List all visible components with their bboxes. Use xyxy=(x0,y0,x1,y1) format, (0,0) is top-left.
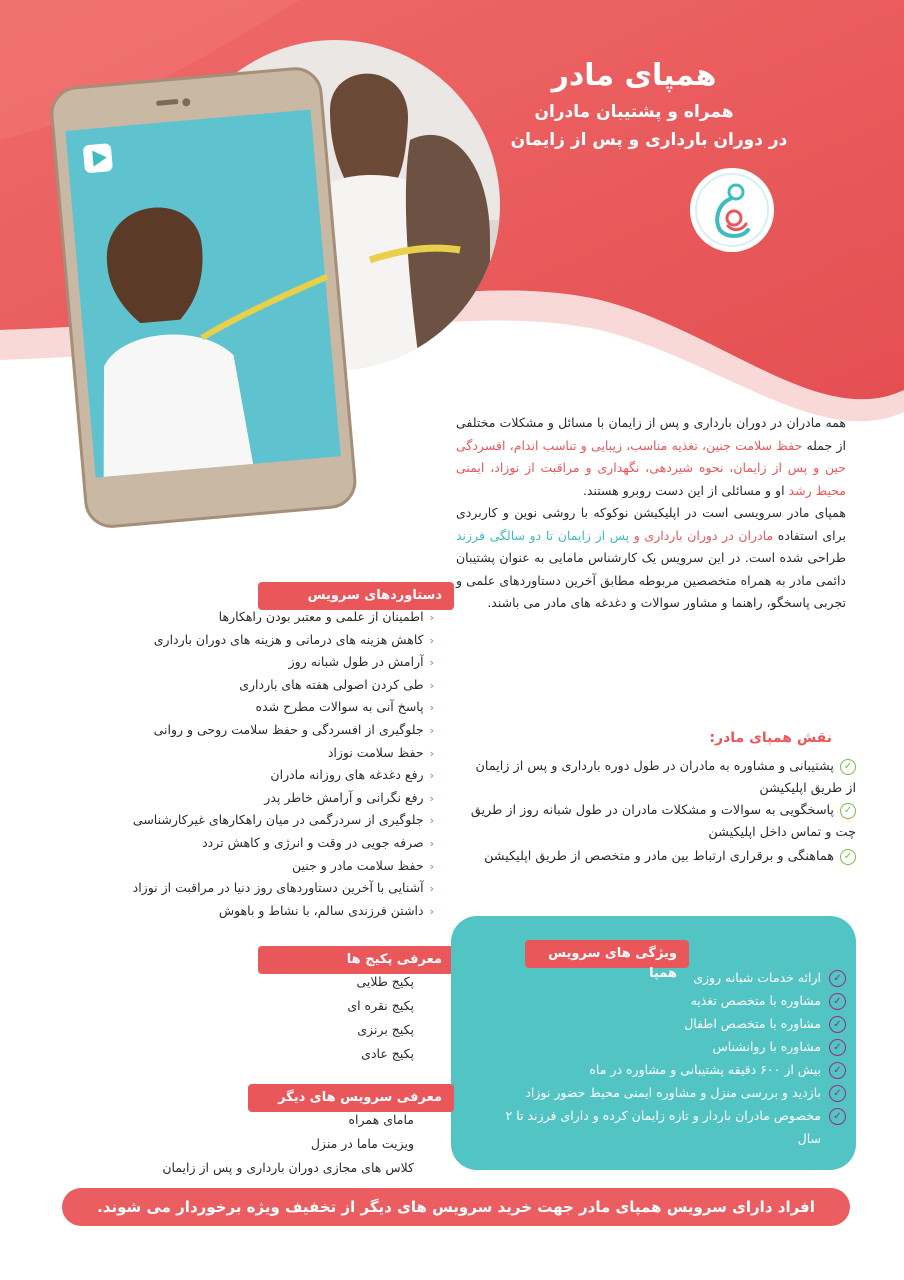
chevron-icon: ‹ xyxy=(429,723,434,737)
chevron-icon: ‹ xyxy=(429,882,434,896)
list-item: ‹داشتن فرزندی سالم، با نشاط و باهوش xyxy=(14,900,434,923)
achievements-heading: دستاوردهای سرویس xyxy=(258,582,454,610)
chevron-icon: ‹ xyxy=(429,701,434,715)
chevron-icon: ‹ xyxy=(429,678,434,692)
check-circle-icon: ✓ xyxy=(829,970,846,987)
list-item: مامای همراه xyxy=(348,1112,414,1127)
list-item: ویزیت ماما در منزل xyxy=(310,1136,414,1151)
list-item: ‹رفع نگرانی و آرامش خاطر پدر xyxy=(14,787,434,810)
subtitle-line-2: در دوران بارداری و پس از زایمان xyxy=(510,130,788,150)
chevron-icon: ‹ xyxy=(429,656,434,670)
role-item: ✓پاسخگویی به سوالات و مشکلات مادران در طول شبانه روز از طریق چت و تماس داخل اپلیکیشن xyxy=(470,803,856,840)
check-circle-icon: ✓ xyxy=(829,1062,846,1079)
intro-paragraph-1: همه مادران در دوران بارداری و پس از زایمان با مسائل و مشکلات مختلفی از جمله حفظ سلامت جنین، تغذیه مناسب، زیبایی و تناسب اندام، افسردگی حین و پس از زایمان، نحوه شیردهی، نگهداری و مراقبت از نوزاد، ایمنی محیط رشد او و مسائلی از این دست روبرو هستند. xyxy=(456,415,846,498)
role-heading: نقش همپای مادر: xyxy=(709,730,832,746)
packages-heading: معرفی پکیج ها xyxy=(258,946,454,974)
list-item: ✓بیش از ۶۰۰ دقیقه پشتیبانی و مشاوره در ماه xyxy=(466,1058,846,1081)
list-item: ‹جلوگیری از افسردگی و حفظ سلامت روحی و روانی xyxy=(14,719,434,742)
features-heading: ویژگی های سرویس همپا xyxy=(525,940,689,968)
check-circle-icon: ✓ xyxy=(829,1039,846,1056)
list-item: ‹کاهش هزینه های درمانی و هزینه های دوران بارداری xyxy=(14,629,434,652)
list-item: ‹حفظ سلامت مادر و جنین xyxy=(14,855,434,878)
list-item: ‹پاسخ آنی به سوالات مطرح شده xyxy=(14,696,434,719)
list-item: ‹رفع دغدغه های روزانه مادران xyxy=(14,764,434,787)
list-item: ✓مشاوره با متخصص تغذیه xyxy=(466,989,846,1012)
subtitle-line-1: همراه و پشتیبان مادران xyxy=(534,102,734,122)
list-item: ‹آشنایی با آخرین دستاوردهای روز دنیا در مراقبت از نوزاد xyxy=(14,877,434,900)
chevron-icon: ‹ xyxy=(429,611,434,624)
check-circle-icon: ✓ xyxy=(829,1016,846,1033)
features-list xyxy=(466,966,846,1150)
check-circle-icon: ✓ xyxy=(829,993,846,1010)
chevron-icon: ‹ xyxy=(429,746,434,760)
check-circle-icon: ✓ xyxy=(829,1085,846,1102)
check-circle-icon: ✓ xyxy=(840,803,856,819)
list-item: ‹آرامش در طول شبانه روز xyxy=(14,651,434,674)
achievements-list xyxy=(14,606,434,922)
list-item: ‹طی کردن اصولی هفته های بارداری xyxy=(14,674,434,697)
chevron-icon: ‹ xyxy=(429,769,434,783)
other-services-heading: معرفی سرویس های دیگر xyxy=(248,1084,454,1112)
chevron-icon: ‹ xyxy=(429,836,434,850)
check-circle-icon: ✓ xyxy=(829,1108,846,1125)
list-item: پکیج طلایی xyxy=(356,974,414,989)
page-title: همپای مادر xyxy=(551,58,717,93)
list-item: پکیج عادی xyxy=(361,1046,414,1061)
chevron-icon: ‹ xyxy=(429,814,434,828)
chevron-icon: ‹ xyxy=(429,904,434,918)
other-services-list xyxy=(14,1108,414,1180)
discount-banner: افراد دارای سرویس همپای مادر جهت خرید سرویس های دیگر از تخفیف ویژه برخوردار می شوند. xyxy=(62,1188,850,1226)
intro-text xyxy=(456,412,846,615)
list-item: ‹حفظ سلامت نوزاد xyxy=(14,742,434,765)
packages-list xyxy=(214,970,414,1066)
list-item: ‹صرفه جویی در وقت و انرژی و کاهش تردد xyxy=(14,832,434,855)
list-item: ‹جلوگیری از سردرگمی در میان راهکارهای غیرکارشناسی xyxy=(14,809,434,832)
chevron-icon: ‹ xyxy=(429,633,434,647)
list-item: ✓مخصوص مادران باردار و تازه زایمان کرده و دارای فرزند تا ۲ سال xyxy=(466,1104,846,1150)
check-circle-icon: ✓ xyxy=(840,759,856,775)
list-item: ✓مشاوره با روانشناس xyxy=(466,1035,846,1058)
list-item: کلاس های مجازی دوران بارداری و پس از زایمان xyxy=(162,1160,414,1175)
list-item: ✓مشاوره با متخصص اطفال xyxy=(466,1012,846,1035)
list-item: ✓ارائه خدمات شبانه روزی xyxy=(466,966,846,989)
intro-paragraph-2: همپای مادر سرویسی است در اپلیکیشن نوکوکه با روشی نوین و کاربردی برای استفاده مادران در دوران بارداری و پس از زایمان تا دو سالگی فرزند طراحی شده است. در این سرویس یک کارشناس مامایی به عنوان پشتیبان دائمی مادر به همراه متخصصین مربوطه مطابق آخرین دستاوردهای علمی و تجربی پاسخگو، راهنما و مشاور سوالات و دغدغه های مادر می باشند. xyxy=(456,505,846,610)
list-item: ✓بازدید و بررسی منزل و مشاوره ایمنی محیط حضور نوزاد xyxy=(466,1081,846,1104)
list-item: ‹اطمینان از علمی و معتبر بودن راهکارها xyxy=(14,606,434,629)
check-circle-icon: ✓ xyxy=(840,849,856,865)
role-item: ✓پشتیبانی و مشاوره به مادران در طول دوره بارداری و پس از زایمان از طریق اپلیکیشن xyxy=(475,759,856,796)
list-item: پکیج نقره ای xyxy=(347,998,414,1013)
list-item: پکیج برنزی xyxy=(357,1022,414,1037)
mother-baby-logo-icon xyxy=(690,168,774,252)
phone-illustration xyxy=(38,58,358,528)
chevron-icon: ‹ xyxy=(429,859,434,873)
chevron-icon: ‹ xyxy=(429,791,434,805)
role-item: ✓هماهنگی و برقراری ارتباط بین مادر و متخصص از طریق اپلیکیشن xyxy=(464,846,856,868)
